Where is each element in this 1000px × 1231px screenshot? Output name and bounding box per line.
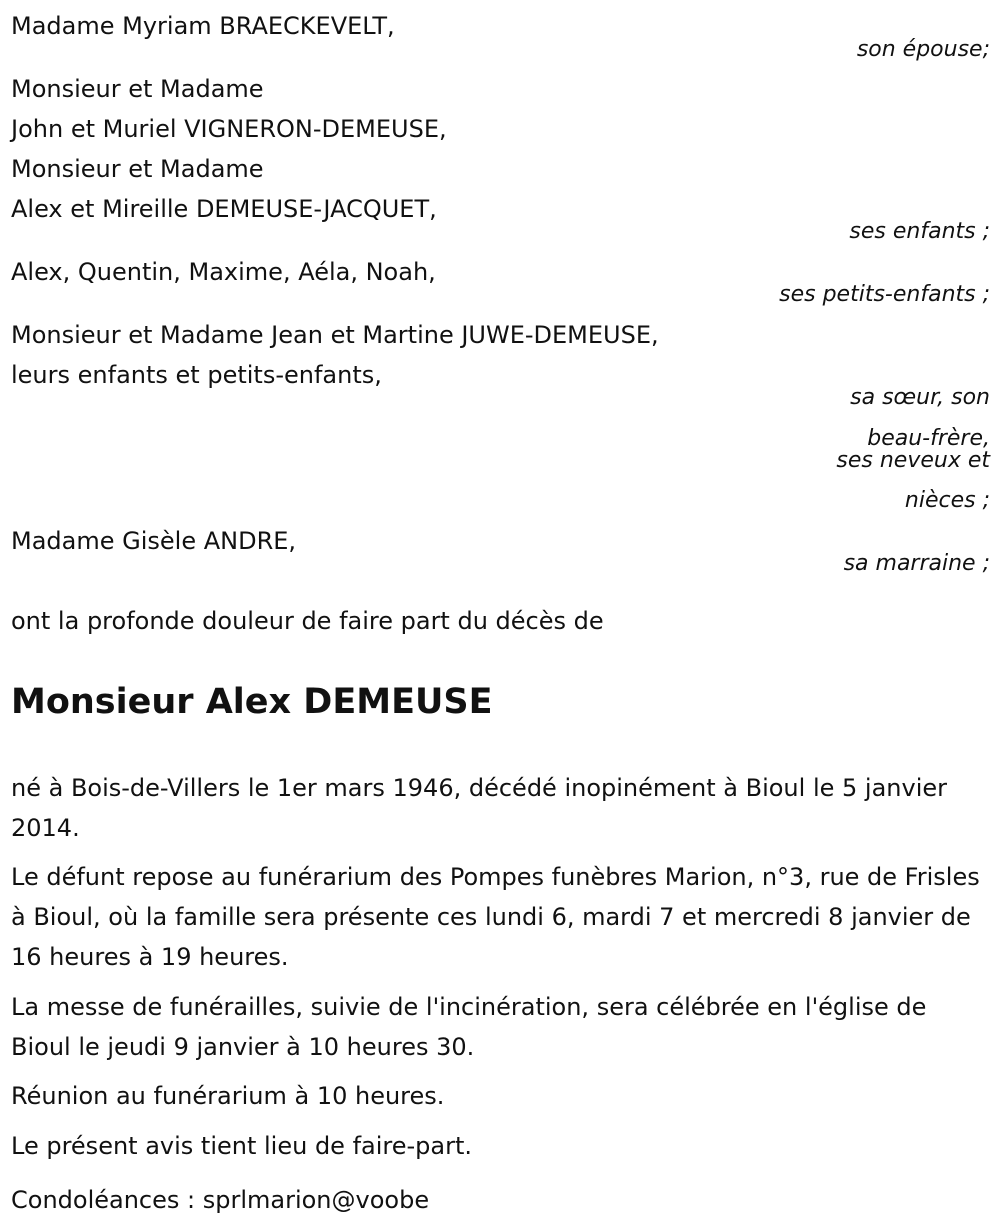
- godmother-name: Madame Gisèle ANDRE,: [11, 527, 297, 555]
- children-line-2: John et Muriel VIGNERON-DEMEUSE,: [11, 115, 447, 143]
- spouse-name: Madame Myriam BRAECKEVELT,: [11, 12, 395, 40]
- sister-line-1: Monsieur et Madame Jean et Martine JUWE-DEMEUSE,: [11, 321, 659, 349]
- sister-role-line-4: nièces ;: [904, 488, 990, 513]
- children-role: ses enfants ;: [849, 219, 990, 244]
- grandchildren-names: Alex, Quentin, Maxime, Aéla, Noah,: [11, 258, 436, 286]
- sister-line-2: leurs enfants et petits-enfants,: [11, 361, 382, 389]
- grandchildren-role: ses petits-enfants ;: [779, 282, 990, 307]
- sister-role-line-1: sa sœur, son: [850, 385, 990, 410]
- children-line-3: Monsieur et Madame: [11, 155, 264, 183]
- deceased-name: Monsieur Alex DEMEUSE: [11, 682, 493, 722]
- children-line-1: Monsieur et Madame: [11, 75, 264, 103]
- intro-text: ont la profonde douleur de faire part du décès de: [11, 607, 604, 635]
- birth-death-paragraph: né à Bois-de-Villers le 1er mars 1946, décédé inopinément à Bioul le 5 janvier 2014.: [11, 774, 947, 842]
- funeral-mass-paragraph: La messe de funérailles, suivie de l'incinération, sera célébrée en l'église de Bioul le jeudi 9 janvier à 10 heures 30.: [11, 993, 927, 1061]
- godmother-role: sa marraine ;: [843, 551, 990, 576]
- spouse-role: son épouse;: [856, 37, 990, 62]
- meeting-paragraph: Réunion au funérarium à 10 heures.: [11, 1082, 445, 1110]
- sister-role-line-2: beau-frère,: [867, 426, 990, 451]
- children-line-4: Alex et Mireille DEMEUSE-JACQUET,: [11, 195, 437, 223]
- sister-role-line-3: ses neveux et: [836, 448, 990, 473]
- repose-paragraph: Le défunt repose au funérarium des Pompes funèbres Marion, n°3, rue de Frisles à Bioul, où la famille sera présente ces lundi 6, mardi 7 et mercredi 8 janvier de 16 heures à 19 heures.: [11, 863, 980, 971]
- condolences-line: Condoléances : sprlmarion@voobe: [11, 1186, 430, 1214]
- notice-paragraph: Le présent avis tient lieu de faire-part.: [11, 1132, 473, 1160]
